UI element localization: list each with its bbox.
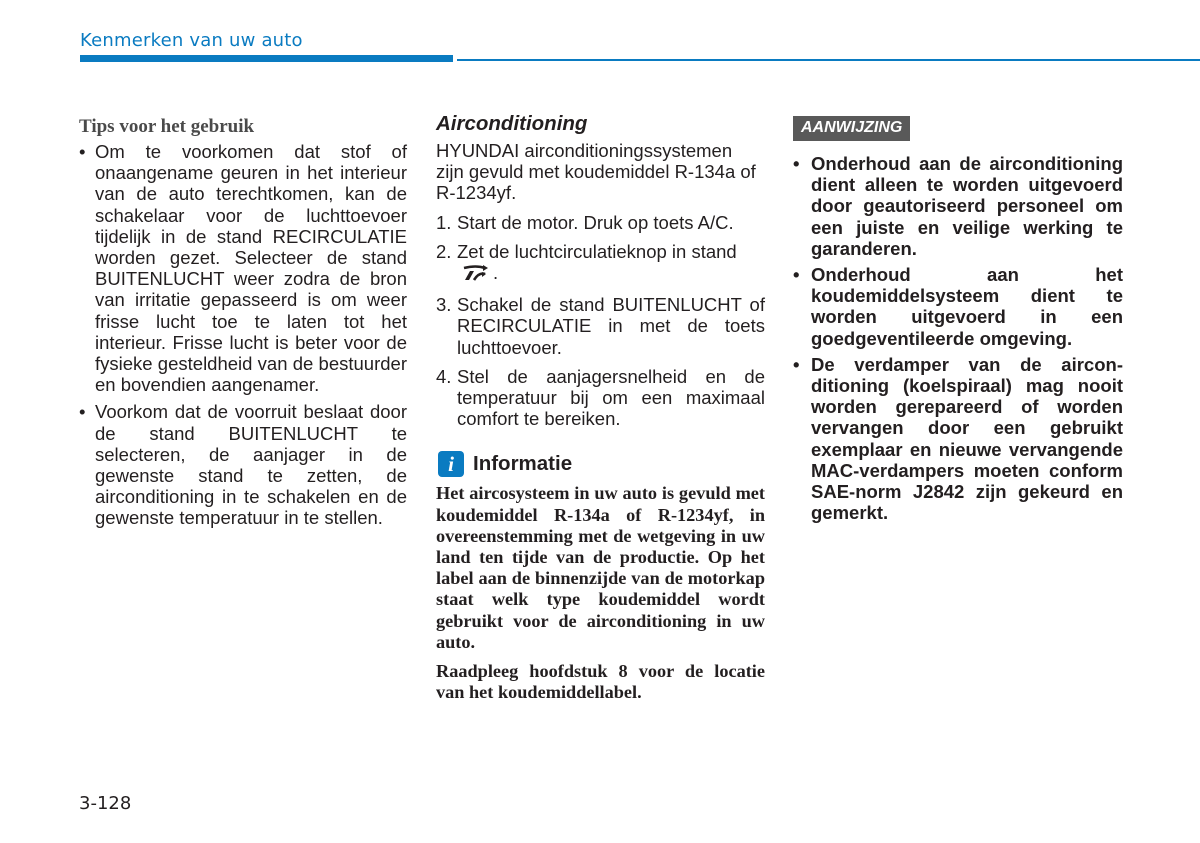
step-item [436,241,765,286]
list-item [793,264,1123,349]
step-item [436,212,765,233]
left-column [79,112,407,535]
airconditioning-heading: Airconditioning [436,112,588,135]
tips-heading: Tips voor het gebruik [79,116,255,137]
step-item [436,294,765,358]
step-number: 1. [436,211,452,233]
list-item [79,141,407,395]
list-item-text: Om te voorkomen dat stof of onaangename geuren in het interieur van de auto terechtkomen, kan de schakelaar voor de luchttoevoer tijdelijk in de stand RECIRCULATIE worden gezet. Selecteer de stand BUITENLUCHT weer zodra de bron van irritatie gepasseerd is om weer frisse lucht toe te laten tot het interieur. Frisse lucht is beter voor de fysieke gesteldheid van de bestuurder en bovendien aangenamer. [95,141,407,396]
step-number: 4. [436,365,452,387]
list-item-text: Voorkom dat de voorruit beslaat door de stand BUITENLUCHT te selecteren, de aanjager in de gewenste stand te zetten, de airconditioning in te schakelen en de gewenste temperatuur in te stellen. [95,401,407,529]
list-item-text: Onderhoud aan de airconditioning dient alleen te worden uitgevoerd door geautoriseerd personeel om een juiste en veilige werking te garanderen. [811,153,1123,259]
step-text: Stel de aanjagersnelheid en de temperatuur bij om een maximaal comfort te bereiken. [457,365,765,430]
step-text: Zet de luchtcirculatieknop in stand [457,240,737,262]
list-item [79,401,407,528]
info-header [436,451,765,477]
bullet-icon: • [793,153,800,174]
bullet-icon: • [793,353,800,375]
middle-column [436,112,765,711]
list-item-text: De verdamper van de airconditioning (koelspiraal) mag nooit worden gerepareerd of worden vervangen door een gebruikt exemplaar en nieuwe vervangende MAC-verdampers moeten conform SAE-norm J2842 zijn gekeurd en gemerkt. [811,353,1123,524]
header-bar [80,55,453,62]
step-text: Schakel de stand BUITENLUCHT of RECIRCULATIE in met de toets luchttoevoer. [457,294,765,358]
step-item [436,366,765,430]
bullet-icon: • [793,264,800,286]
section-title: Kenmerken van uw auto [80,30,303,51]
list-item-text: Onderhoud aan het koudemiddelsysteem dient te worden uitgevoerd in een goedgeventileerde omgeving. [811,264,1123,349]
step-suffix: . [493,262,499,284]
steps-list [436,212,765,430]
info-paragraph: Raadpleeg hoofdstuk 8 voor de locatie van het koudemiddellabel. [436,661,765,703]
notice-badge: AANWIJZING [793,116,910,141]
tips-list [79,141,407,529]
step-number: 3. [436,294,452,316]
header-rule [457,59,1200,61]
list-item [793,153,1123,259]
right-column [793,112,1123,528]
page-number: 3-128 [79,793,132,814]
intro-paragraph: HYUNDAI airconditioningssystemen zijn gevuld met koudemiddel R-134a of R-1234yf. [436,140,756,204]
notice-list [793,153,1123,523]
step-number: 2. [436,240,452,262]
info-title: Informatie [473,452,573,476]
list-item [793,354,1123,524]
bullet-icon: • [79,401,86,423]
info-paragraph: Het aircosysteem in uw auto is gevuld met koudemiddel R-134a of R-1234yf, in overeenstemming met de wetgeving in uw land ten tijde van de productie. Op het label aan de binnenzijde van de motorkap staat welk type koudemiddel wordt gebruikt voor de airconditioning in uw auto. [436,483,765,652]
info-icon: i [438,451,464,477]
step-text: Start de motor. Druk op toets A/C. [457,211,734,233]
recirculation-icon [461,264,491,286]
bullet-icon: • [79,141,86,162]
